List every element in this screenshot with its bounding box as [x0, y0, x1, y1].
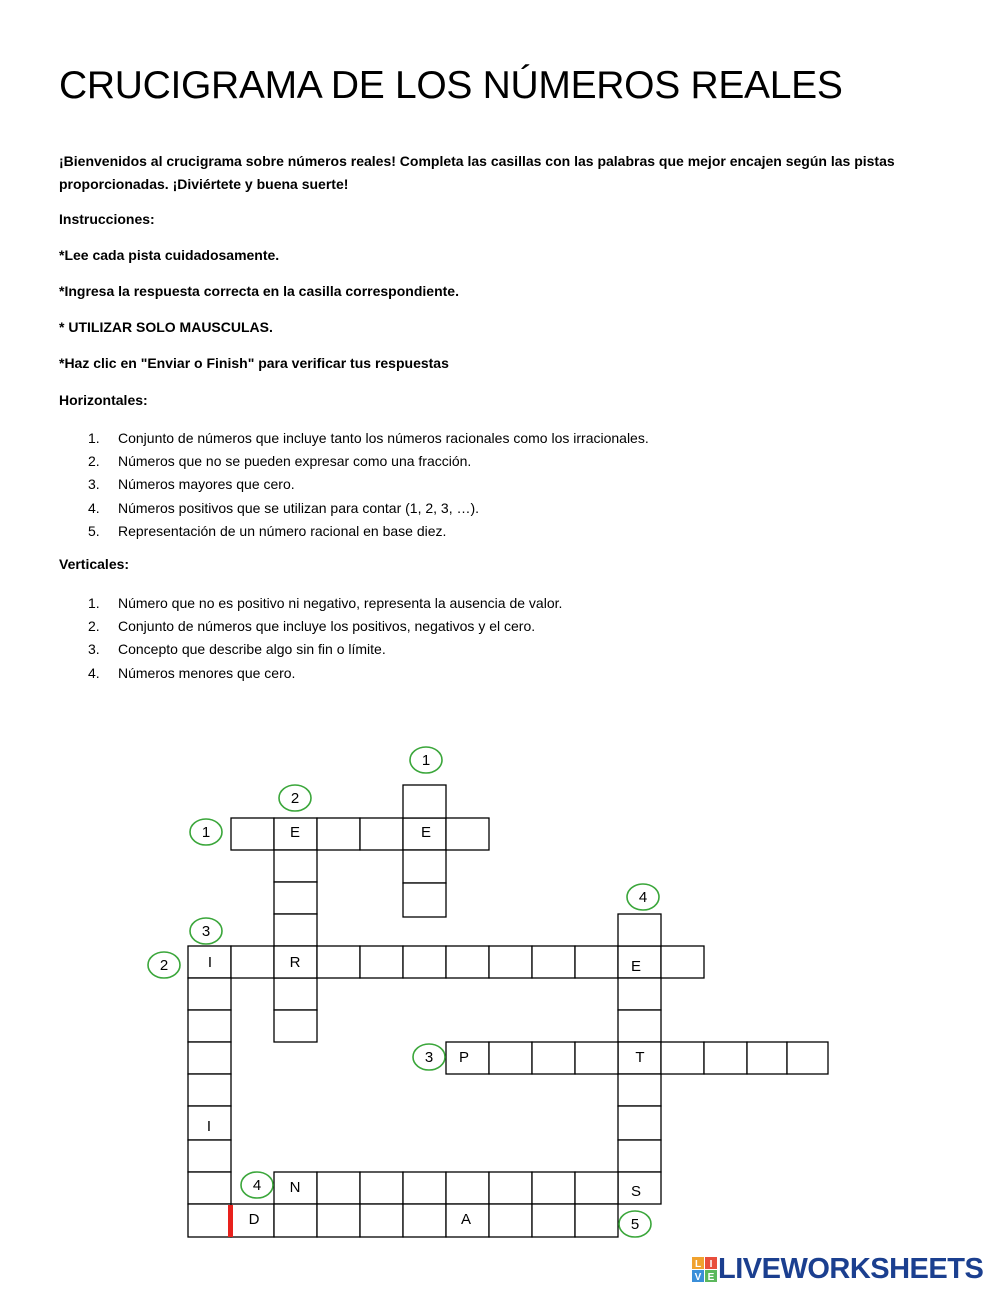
cell-letter: R	[289, 954, 301, 971]
clue-marker-number: 4	[638, 889, 648, 906]
instruction-item: *Lee cada pista cuidadosamente.	[59, 247, 280, 263]
crossword-cell[interactable]	[403, 1172, 446, 1204]
clue-marker-number: 2	[159, 957, 169, 974]
cell-letter: E	[420, 824, 432, 841]
crossword-cell[interactable]	[403, 883, 446, 917]
cell-letter: E	[289, 824, 301, 841]
crossword-cell[interactable]	[489, 1042, 532, 1074]
crossword-cell[interactable]	[274, 850, 317, 882]
crossword-cell[interactable]	[489, 1172, 532, 1204]
crossword-cell[interactable]	[661, 1042, 704, 1074]
crossword-cell[interactable]	[231, 946, 274, 978]
crossword-cell[interactable]	[360, 946, 403, 978]
logo-badge-letter: E	[707, 1272, 715, 1283]
crossword-cell[interactable]	[403, 850, 446, 883]
horizontales-heading: Horizontales:	[59, 392, 148, 408]
crossword-cell[interactable]	[747, 1042, 787, 1074]
intro-text: ¡Bienvenidos al crucigrama sobre números reales! Completa las casillas con las palabras que mejor encajen según las pistas proporcionadas. ¡Diviértete y buena suerte!	[59, 153, 895, 192]
crossword-cell[interactable]	[317, 1172, 360, 1204]
crossword-cell[interactable]	[618, 978, 661, 1010]
clue-marker-number: 2	[290, 790, 300, 807]
crossword-cell[interactable]	[618, 1074, 661, 1106]
verticales-heading: Verticales:	[59, 556, 130, 572]
crossword-cell[interactable]	[704, 1042, 747, 1074]
crossword-cell[interactable]	[787, 1042, 828, 1074]
crossword-cell[interactable]	[317, 946, 360, 978]
crossword-cell[interactable]	[446, 818, 489, 850]
crossword-cell[interactable]	[618, 1140, 661, 1172]
crossword-cell[interactable]	[618, 1106, 661, 1140]
cell-letter: D	[248, 1211, 260, 1228]
clue-text: Conjunto de números que incluye tanto los números racionales como los irracionales.	[118, 430, 649, 446]
crossword-cell[interactable]	[661, 946, 704, 978]
crossword-cell[interactable]	[532, 1042, 575, 1074]
clue-text: Número que no es positivo ni negativo, representa la ausencia de valor.	[118, 595, 563, 611]
logo-wordmark: LIVEWORKSHEETS	[718, 1253, 984, 1285]
clue-marker-number: 1	[421, 752, 431, 769]
crossword-cell[interactable]	[618, 1010, 661, 1042]
cell-letter: E	[630, 958, 642, 975]
clue-marker-number: 3	[201, 923, 211, 940]
liveworksheets-logo	[692, 1254, 983, 1284]
crossword-cell[interactable]	[360, 818, 403, 850]
crossword-cell[interactable]	[575, 1042, 618, 1074]
crossword-cell[interactable]	[360, 1204, 403, 1237]
crossword-cell[interactable]	[575, 946, 618, 978]
clue-text: Números que no se pueden expresar como una fracción.	[118, 453, 472, 470]
instructions-heading: Instrucciones:	[59, 211, 155, 227]
clue-text: Conjunto de números que incluye los positivos, negativos y el cero.	[118, 618, 536, 635]
crossword-cell[interactable]	[188, 1074, 231, 1106]
crossword-cell[interactable]	[188, 978, 231, 1010]
crossword-cell[interactable]	[489, 1204, 532, 1237]
clue-text: Números positivos que se utilizan para contar (1, 2, 3, …).	[118, 499, 480, 516]
clue-item: 1. Conjunto de números que incluye tanto los números racionales como los irracionales.	[88, 430, 649, 446]
crossword-cell[interactable]	[403, 785, 446, 818]
crossword-cell[interactable]	[618, 914, 661, 946]
crossword-cell[interactable]	[274, 1204, 317, 1237]
clue-text: Concepto que describe algo sin fin o límite.	[118, 641, 386, 658]
crossword-cell[interactable]	[188, 1010, 231, 1042]
instruction-item: *Ingresa la respuesta correcta en la casilla correspondiente.	[59, 283, 459, 299]
crossword-cell[interactable]	[274, 882, 317, 914]
crossword-cell[interactable]	[532, 946, 575, 978]
crossword-cell[interactable]	[403, 1204, 446, 1237]
crossword-cell[interactable]	[532, 1172, 575, 1204]
crossword-cell[interactable]	[188, 1042, 231, 1074]
clue-text: Números mayores que cero.	[118, 476, 295, 493]
crossword-cell[interactable]	[446, 946, 489, 978]
cell-letter: I	[207, 954, 213, 971]
logo-badge-letter: I	[709, 1259, 713, 1270]
cell-letter: N	[289, 1179, 301, 1196]
logo-badge-letter: V	[694, 1272, 702, 1283]
cell-letter: S	[630, 1183, 642, 1200]
crossword-cell[interactable]	[317, 818, 360, 850]
crossword-cell[interactable]	[188, 1140, 231, 1172]
clue-marker-number: 5	[630, 1216, 640, 1233]
crossword-cell[interactable]	[317, 1204, 360, 1237]
crossword-cell[interactable]	[532, 1204, 575, 1237]
crossword-cell[interactable]	[188, 1204, 231, 1237]
crossword-cell[interactable]	[274, 1010, 317, 1042]
page-title: CRUCIGRAMA DE LOS NÚMEROS REALES	[59, 64, 843, 107]
cell-letter: P	[458, 1049, 470, 1066]
crossword-cell[interactable]	[489, 946, 532, 978]
cell-letter: T	[635, 1049, 645, 1066]
clue-item: 3. Concepto que describe algo sin fin o límite.	[88, 641, 386, 658]
clue-text: Números menores que cero.	[118, 664, 296, 681]
cell-letter: I	[206, 1118, 212, 1135]
crossword-cell[interactable]	[274, 978, 317, 1010]
instruction-item: *Haz clic en "Enviar o Finish" para verificar tus respuestas	[59, 355, 449, 371]
instruction-item: * UTILIZAR SOLO MAUSCULAS.	[59, 319, 273, 335]
clue-marker-number: 1	[201, 824, 211, 841]
clue-item: 5. Representación de un número racional en base diez.	[88, 522, 447, 539]
cell-letter: A	[460, 1211, 472, 1228]
clue-item: 2. Conjunto de números que incluye los positivos, negativos y el cero.	[88, 618, 536, 635]
crossword-cell[interactable]	[403, 946, 446, 978]
clue-marker-number: 4	[252, 1177, 262, 1194]
clue-item: 4. Números menores que cero.	[88, 664, 296, 681]
crossword-cell[interactable]	[188, 1172, 231, 1204]
text-cursor	[228, 1205, 233, 1237]
crossword-cell[interactable]	[360, 1172, 403, 1204]
clue-text: Representación de un número racional en base diez.	[118, 522, 447, 539]
crossword-cell[interactable]	[231, 818, 274, 850]
clue-item: 2. Números que no se pueden expresar como una fracción.	[88, 453, 472, 470]
logo-badge-letter: L	[694, 1259, 702, 1270]
crossword-cell[interactable]	[575, 1204, 618, 1237]
logo-badge-icon	[692, 1255, 718, 1283]
clue-item: 1. Número que no es positivo ni negativo, representa la ausencia de valor.	[88, 595, 563, 611]
clue-marker-number: 3	[424, 1049, 434, 1066]
crossword-cell[interactable]	[446, 1172, 489, 1204]
clue-item: 3. Números mayores que cero.	[88, 476, 295, 493]
crossword-cell[interactable]	[274, 914, 317, 946]
clue-item: 4. Números positivos que se utilizan para contar (1, 2, 3, …).	[88, 499, 480, 516]
crossword-cell[interactable]	[575, 1172, 618, 1204]
